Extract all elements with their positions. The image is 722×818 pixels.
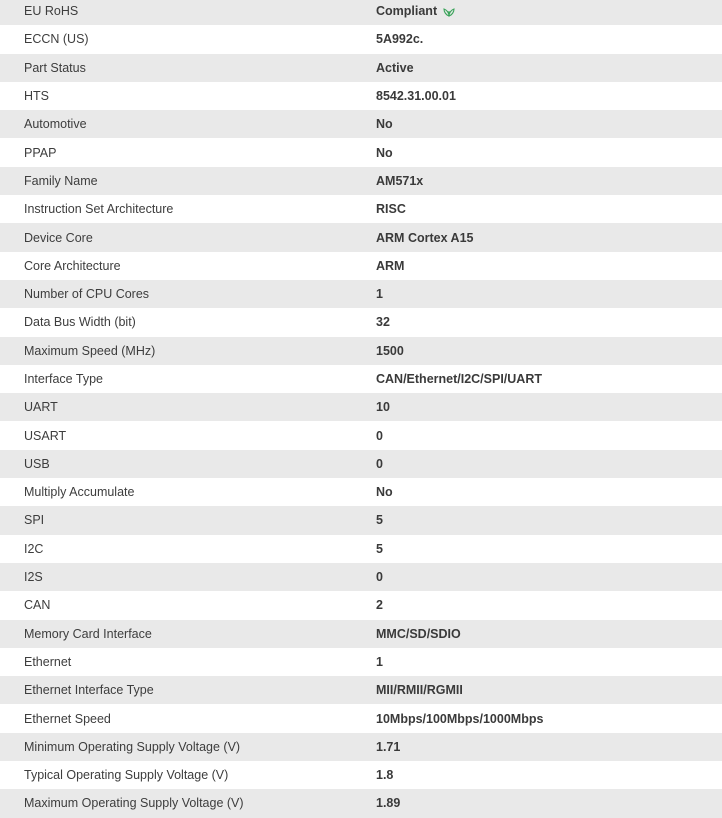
spec-value bbox=[376, 4, 722, 18]
spec-value bbox=[376, 457, 722, 471]
spec-label: UART bbox=[24, 400, 58, 415]
spec-value-text: No bbox=[376, 145, 393, 160]
spec-row bbox=[0, 54, 722, 82]
spec-row bbox=[0, 25, 722, 53]
spec-row bbox=[0, 421, 722, 449]
spec-value-text: ARM bbox=[376, 258, 405, 273]
spec-value bbox=[376, 315, 722, 329]
spec-label: HTS bbox=[24, 89, 49, 104]
spec-value bbox=[376, 429, 722, 443]
spec-value bbox=[376, 683, 722, 697]
spec-label: Automotive bbox=[24, 117, 87, 132]
spec-label: Ethernet Speed bbox=[24, 711, 111, 726]
spec-row bbox=[0, 337, 722, 365]
spec-label: Device Core bbox=[24, 230, 93, 245]
spec-label: Ethernet bbox=[24, 654, 72, 669]
spec-value-text: 1.71 bbox=[376, 739, 401, 754]
spec-value bbox=[376, 513, 722, 527]
spec-row bbox=[0, 478, 722, 506]
spec-value bbox=[376, 712, 722, 726]
spec-row bbox=[0, 535, 722, 563]
spec-label: USART bbox=[24, 428, 67, 443]
spec-value bbox=[376, 740, 722, 754]
spec-label: Interface Type bbox=[24, 372, 103, 386]
spec-value bbox=[376, 344, 722, 358]
spec-value-text: 5 bbox=[376, 513, 383, 528]
spec-label: Minimum Operating Supply Voltage (V) bbox=[24, 739, 241, 754]
spec-value bbox=[376, 61, 722, 75]
spec-value bbox=[376, 202, 722, 216]
spec-row bbox=[0, 620, 722, 648]
spec-value-text: MMC/SD/SDIO bbox=[376, 626, 461, 641]
spec-value-text: 1 bbox=[376, 654, 383, 669]
spec-value-text: 1.89 bbox=[376, 796, 401, 811]
spec-value-text: 8542.31.00.01 bbox=[376, 89, 456, 104]
spec-value bbox=[376, 174, 722, 188]
spec-row bbox=[0, 110, 722, 138]
spec-value bbox=[376, 400, 722, 414]
spec-value-text: 32 bbox=[376, 315, 390, 330]
spec-row bbox=[0, 167, 722, 195]
spec-value bbox=[376, 287, 722, 301]
spec-row bbox=[0, 82, 722, 110]
spec-label: Multiply Accumulate bbox=[24, 485, 135, 500]
spec-row bbox=[0, 733, 722, 761]
spec-value-text: ARM Cortex A15 bbox=[376, 230, 474, 245]
spec-label: SPI bbox=[24, 513, 45, 528]
spec-row bbox=[0, 223, 722, 251]
spec-label: Instruction Set Architecture bbox=[24, 202, 174, 217]
spec-value-text: 0 bbox=[376, 456, 383, 471]
spec-label: Memory Card Interface bbox=[24, 626, 152, 641]
spec-value bbox=[376, 89, 722, 103]
leaf-icon bbox=[443, 6, 455, 16]
spec-value bbox=[376, 655, 722, 669]
spec-row bbox=[0, 450, 722, 478]
spec-value bbox=[376, 485, 722, 499]
spec-row bbox=[0, 563, 722, 591]
spec-row bbox=[0, 506, 722, 534]
spec-value bbox=[376, 32, 722, 46]
spec-value-text: Active bbox=[376, 60, 414, 75]
spec-row bbox=[0, 0, 722, 25]
spec-value bbox=[376, 627, 722, 641]
spec-label: Ethernet Interface Type bbox=[24, 683, 154, 698]
spec-row bbox=[0, 704, 722, 732]
spec-label: PPAP bbox=[24, 145, 57, 160]
spec-value-text: 5A992c. bbox=[376, 32, 424, 47]
spec-value-text: 1.8 bbox=[376, 768, 394, 783]
spec-value-text: Compliant bbox=[376, 4, 438, 19]
spec-value-text: No bbox=[376, 117, 393, 132]
spec-row bbox=[0, 676, 722, 704]
spec-value bbox=[376, 117, 722, 131]
spec-value bbox=[376, 542, 722, 556]
spec-row bbox=[0, 591, 722, 619]
spec-row bbox=[0, 648, 722, 676]
spec-value-text: 0 bbox=[376, 428, 383, 443]
spec-value-text: 1500 bbox=[376, 343, 404, 358]
spec-value bbox=[376, 372, 722, 386]
spec-value-text: CAN/Ethernet/I2C/SPI/UART bbox=[376, 372, 542, 386]
spec-value bbox=[376, 796, 722, 810]
spec-label: I2C bbox=[24, 541, 44, 556]
spec-row bbox=[0, 138, 722, 166]
spec-value-text: 10Mbps/100Mbps/1000Mbps bbox=[376, 711, 544, 726]
spec-row bbox=[0, 280, 722, 308]
spec-label: CAN bbox=[24, 598, 51, 613]
spec-value-text: 10 bbox=[376, 400, 390, 415]
spec-label: Number of CPU Cores bbox=[24, 287, 150, 302]
spec-value bbox=[376, 146, 722, 160]
spec-label: Typical Operating Supply Voltage (V) bbox=[24, 768, 229, 783]
spec-row bbox=[0, 195, 722, 223]
spec-label: EU RoHS bbox=[24, 4, 79, 19]
spec-row bbox=[0, 393, 722, 421]
spec-value bbox=[376, 231, 722, 245]
spec-value bbox=[376, 570, 722, 584]
spec-value bbox=[376, 259, 722, 273]
spec-label: Part Status bbox=[24, 60, 86, 75]
spec-value-text: 0 bbox=[376, 570, 383, 585]
spec-value bbox=[376, 598, 722, 612]
spec-label: Maximum Operating Supply Voltage (V) bbox=[24, 796, 244, 811]
spec-value-text: 5 bbox=[376, 541, 383, 556]
spec-label: Maximum Speed (MHz) bbox=[24, 343, 156, 358]
spec-label: Core Architecture bbox=[24, 258, 121, 273]
spec-row bbox=[0, 308, 722, 336]
spec-value-text: 2 bbox=[376, 598, 383, 613]
spec-row bbox=[0, 252, 722, 280]
spec-row bbox=[0, 365, 722, 393]
spec-label: I2S bbox=[24, 570, 43, 585]
spec-value-text: RISC bbox=[376, 202, 406, 217]
spec-label: USB bbox=[24, 456, 50, 471]
spec-value-text: No bbox=[376, 485, 393, 500]
spec-row bbox=[0, 761, 722, 789]
spec-value-text: MII/RMII/RGMII bbox=[376, 683, 463, 698]
spec-value bbox=[376, 768, 722, 782]
spec-label: Family Name bbox=[24, 173, 98, 188]
spec-label: ECCN (US) bbox=[24, 32, 89, 47]
spec-label: Data Bus Width (bit) bbox=[24, 315, 136, 330]
spec-row bbox=[0, 789, 722, 817]
spec-value-text: 1 bbox=[376, 287, 383, 302]
spec-value-text: AM571x bbox=[376, 173, 424, 188]
